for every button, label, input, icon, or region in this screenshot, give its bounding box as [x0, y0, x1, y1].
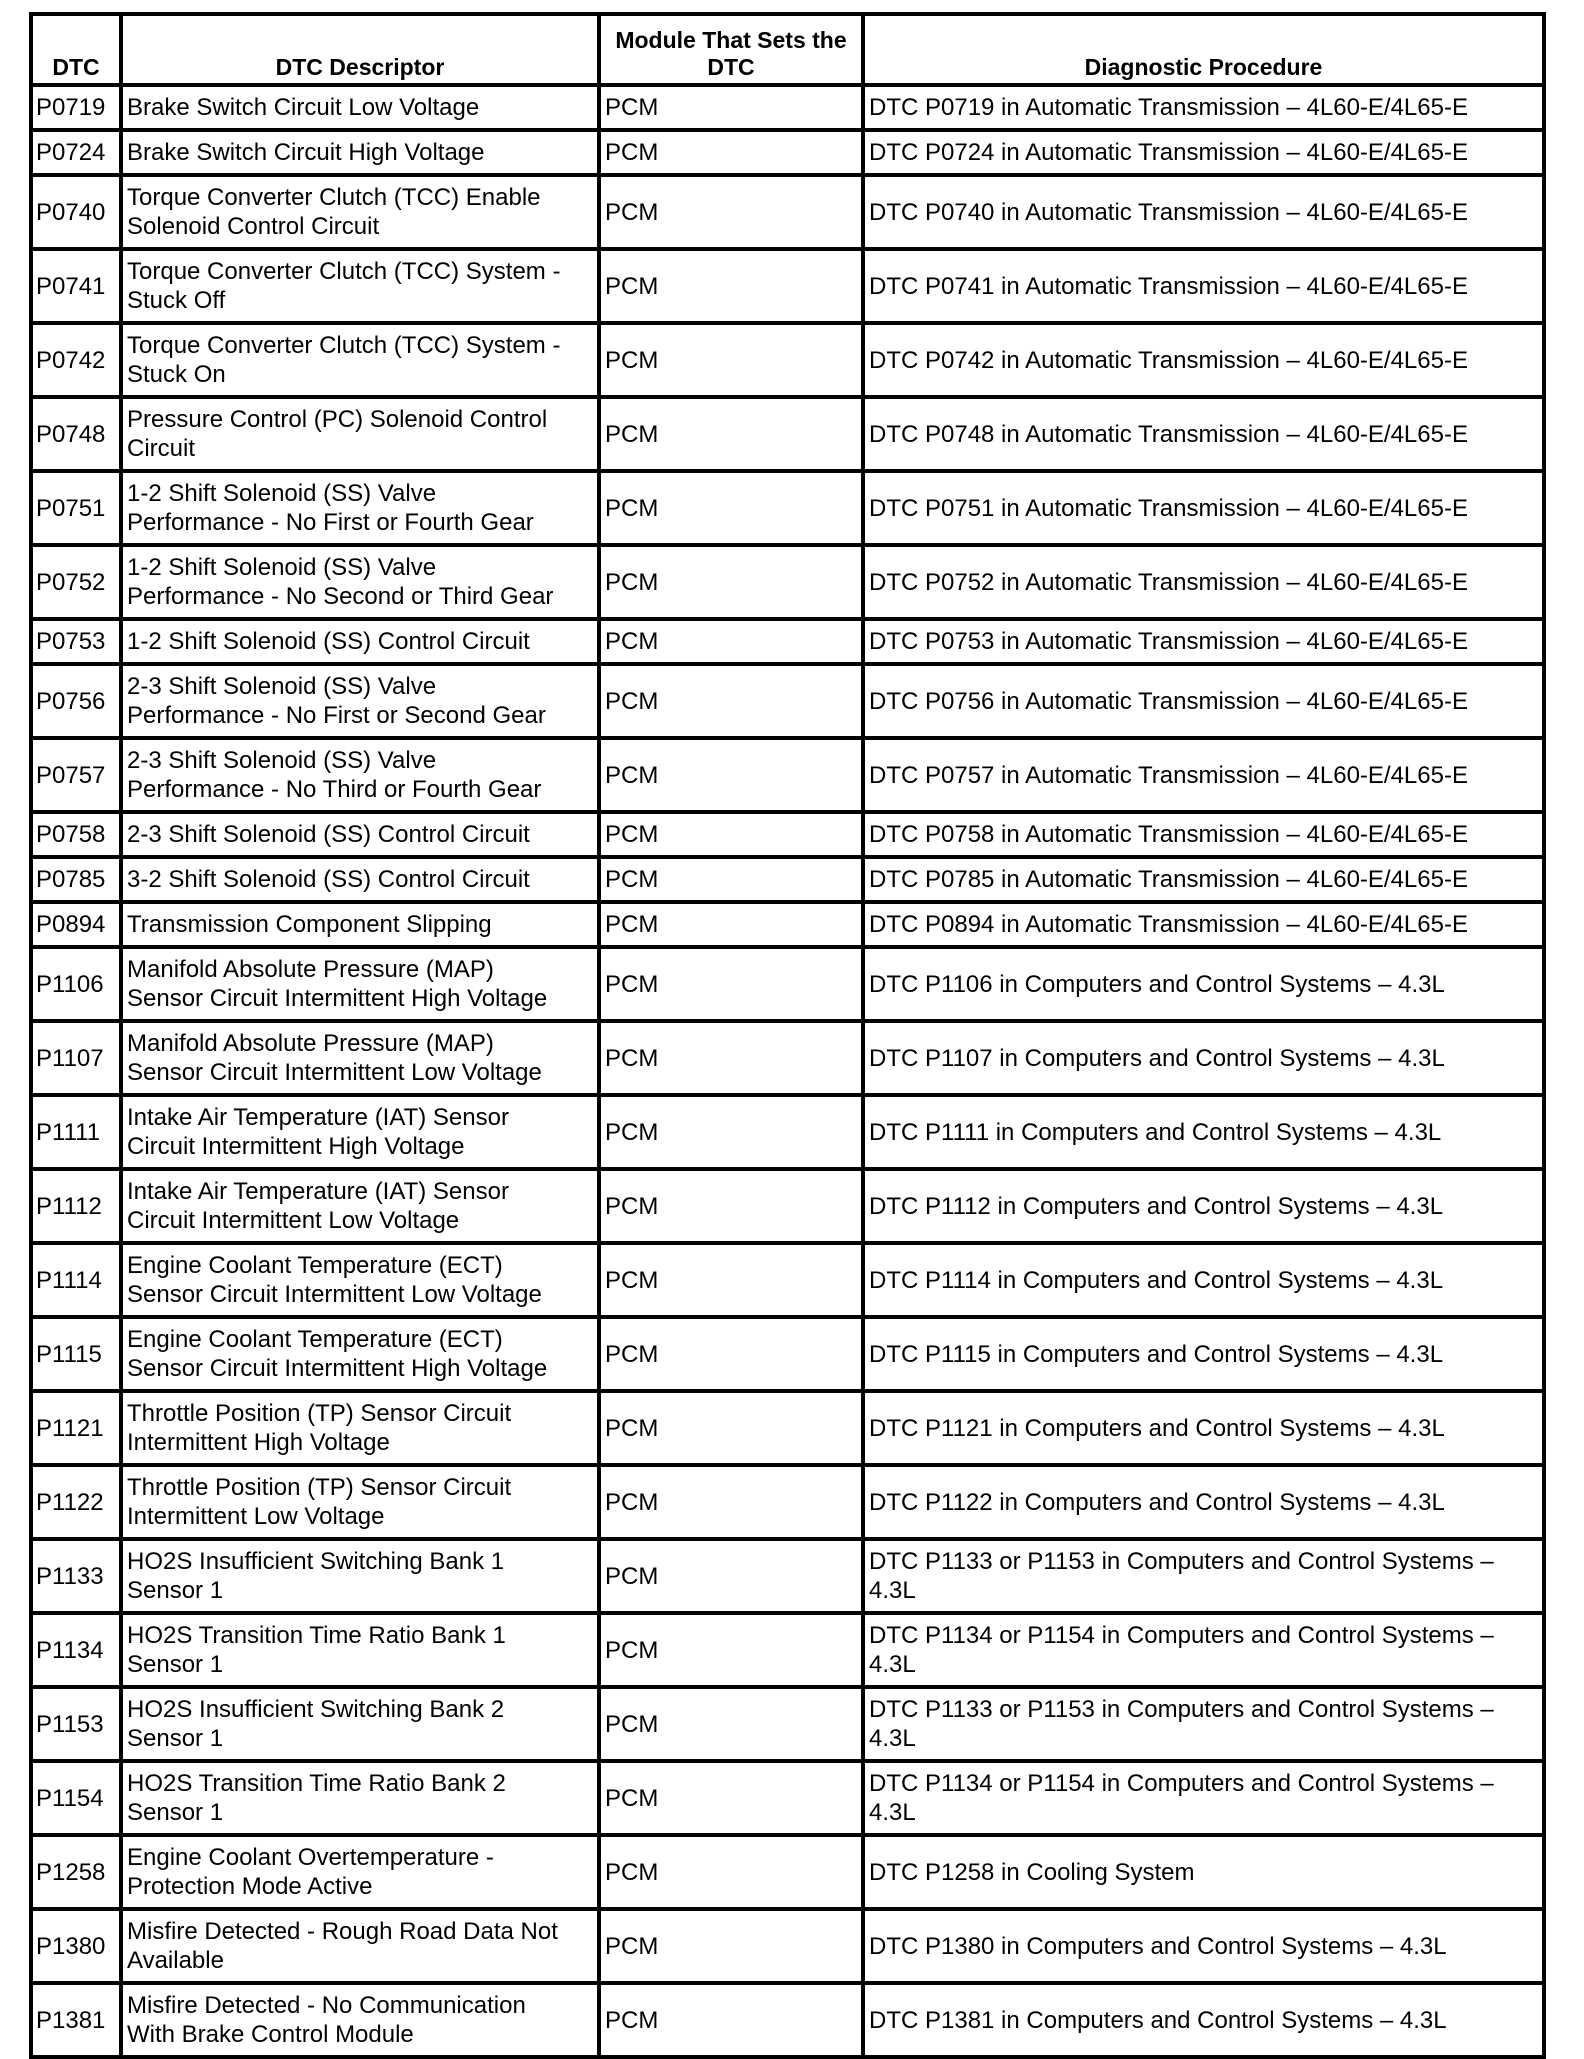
module-cell: PCM: [599, 1983, 863, 2057]
dtc-code-cell: P0724: [31, 130, 121, 175]
module-cell: PCM: [599, 812, 863, 857]
dtc-code-cell: P1121: [31, 1391, 121, 1465]
procedure-line: 4.3L: [869, 1725, 916, 1752]
header-module-line: DTC: [707, 54, 755, 80]
descriptor-line: 1-2 Shift Solenoid (SS) Valve: [127, 480, 437, 507]
table-row: [31, 738, 1544, 812]
procedure-line: DTC P1114 in Computers and Control Systems – 4.3L: [869, 1266, 1444, 1294]
dtc-code-cell: P1111: [31, 1095, 121, 1169]
descriptor-line: Sensor Circuit Intermittent High Voltage: [127, 1355, 548, 1382]
module-cell: PCM: [599, 175, 863, 249]
module-cell: PCM: [599, 1613, 863, 1687]
diagnostic-procedure-cell: [863, 1243, 1544, 1317]
procedure-line: DTC P0742 in Automatic Transmission – 4L60-E/4L65-E: [869, 346, 1468, 374]
table-row: [31, 545, 1544, 619]
descriptor-line: 1-2 Shift Solenoid (SS) Valve: [127, 554, 437, 581]
table-row: [31, 397, 1544, 471]
procedure-line: DTC P1106 in Computers and Control Systems – 4.3L: [869, 970, 1445, 998]
procedure-line: DTC P0724 in Automatic Transmission – 4L60-E/4L65-E: [869, 139, 1468, 166]
dtc-descriptor-cell: [121, 85, 599, 130]
dtc-code-cell: P0756: [31, 664, 121, 738]
dtc-code-cell: P1122: [31, 1465, 121, 1539]
module-cell: PCM: [599, 85, 863, 130]
module-cell: PCM: [599, 1687, 863, 1761]
table-row: [31, 1169, 1544, 1243]
diagnostic-procedure-cell: [863, 619, 1544, 664]
header-module-line: Module That Sets the: [615, 27, 847, 53]
dtc-descriptor-cell: [121, 323, 599, 397]
module-cell: PCM: [599, 397, 863, 471]
procedure-line: DTC P1115 in Computers and Control Systems – 4.3L: [869, 1340, 1444, 1368]
dtc-descriptor-cell: [121, 1909, 599, 1983]
procedure-line: DTC P0740 in Automatic Transmission – 4L60-E/4L65-E: [869, 198, 1468, 226]
procedure-line: DTC P0785 in Automatic Transmission – 4L60-E/4L65-E: [869, 866, 1468, 893]
descriptor-line: Transmission Component Slipping: [127, 911, 492, 938]
diagnostic-procedure-cell: [863, 397, 1544, 471]
diagnostic-procedure-cell: [863, 85, 1544, 130]
table-row: [31, 857, 1544, 902]
descriptor-line: Performance - No First or Second Gear: [127, 702, 546, 729]
descriptor-line: With Brake Control Module: [127, 2021, 414, 2048]
procedure-line: DTC P0741 in Automatic Transmission – 4L60-E/4L65-E: [869, 272, 1468, 300]
procedure-line: DTC P0748 in Automatic Transmission – 4L60-E/4L65-E: [869, 420, 1468, 448]
diagnostic-procedure-cell: [863, 1539, 1544, 1613]
procedure-line: DTC P0752 in Automatic Transmission – 4L60-E/4L65-E: [869, 568, 1468, 596]
dtc-descriptor-cell: [121, 857, 599, 902]
procedure-line: DTC P1133 or P1153 in Computers and Control Systems –: [869, 1548, 1494, 1575]
descriptor-line: Engine Coolant Overtemperature -: [127, 1844, 494, 1871]
descriptor-line: Engine Coolant Temperature (ECT): [127, 1326, 503, 1353]
dtc-code-cell: P1114: [31, 1243, 121, 1317]
dtc-code-cell: P1153: [31, 1687, 121, 1761]
dtc-code-cell: P1381: [31, 1983, 121, 2057]
table-row: [31, 1761, 1544, 1835]
dtc-code-cell: P0748: [31, 397, 121, 471]
procedure-line: DTC P0758 in Automatic Transmission – 4L60-E/4L65-E: [869, 821, 1468, 848]
dtc-code-cell: P1154: [31, 1761, 121, 1835]
dtc-descriptor-cell: [121, 1613, 599, 1687]
table-row: [31, 1243, 1544, 1317]
table-row: [31, 249, 1544, 323]
module-cell: PCM: [599, 902, 863, 947]
descriptor-line: Circuit Intermittent Low Voltage: [127, 1207, 460, 1234]
table-row: [31, 85, 1544, 130]
procedure-line: DTC P1107 in Computers and Control Systems – 4.3L: [869, 1044, 1445, 1072]
table-row: [31, 664, 1544, 738]
table-row: [31, 1021, 1544, 1095]
procedure-line: DTC P0756 in Automatic Transmission – 4L60-E/4L65-E: [869, 687, 1468, 715]
diagnostic-procedure-cell: [863, 812, 1544, 857]
descriptor-line: Misfire Detected - Rough Road Data Not: [127, 1918, 558, 1945]
descriptor-line: Protection Mode Active: [127, 1873, 373, 1900]
diagnostic-procedure-cell: [863, 1687, 1544, 1761]
diagnostic-procedure-cell: [863, 1317, 1544, 1391]
table-row: [31, 1539, 1544, 1613]
diagnostic-procedure-cell: [863, 1391, 1544, 1465]
procedure-line: DTC P0894 in Automatic Transmission – 4L60-E/4L65-E: [869, 911, 1468, 938]
dtc-code-cell: P0742: [31, 323, 121, 397]
table-row: [31, 1983, 1544, 2057]
table-row: [31, 471, 1544, 545]
diagnostic-procedure-cell: [863, 1169, 1544, 1243]
descriptor-line: Pressure Control (PC) Solenoid Control: [127, 406, 548, 433]
diagnostic-procedure-cell: [863, 1761, 1544, 1835]
procedure-line: 4.3L: [869, 1577, 916, 1604]
dtc-descriptor-cell: [121, 664, 599, 738]
descriptor-line: 1-2 Shift Solenoid (SS) Control Circuit: [127, 628, 530, 655]
dtc-descriptor-cell: [121, 397, 599, 471]
descriptor-line: Performance - No Third or Fourth Gear: [127, 776, 542, 803]
diagnostic-procedure-cell: [863, 1835, 1544, 1909]
procedure-line: DTC P1122 in Computers and Control Systems – 4.3L: [869, 1488, 1445, 1516]
dtc-descriptor-cell: [121, 812, 599, 857]
descriptor-line: 2-3 Shift Solenoid (SS) Valve: [127, 747, 437, 774]
diagnostic-procedure-cell: [863, 738, 1544, 812]
diagnostic-procedure-cell: [863, 545, 1544, 619]
dtc-descriptor-cell: [121, 130, 599, 175]
dtc-code-cell: P1112: [31, 1169, 121, 1243]
descriptor-line: HO2S Transition Time Ratio Bank 1: [127, 1622, 506, 1649]
descriptor-line: Brake Switch Circuit High Voltage: [127, 139, 485, 166]
table-row: [31, 1909, 1544, 1983]
descriptor-line: 2-3 Shift Solenoid (SS) Control Circuit: [127, 821, 530, 848]
dtc-descriptor-cell: [121, 902, 599, 947]
descriptor-line: Available: [127, 1947, 224, 1974]
table-row: [31, 323, 1544, 397]
descriptor-line: Torque Converter Clutch (TCC) Enable: [127, 184, 541, 211]
dtc-code-cell: P1107: [31, 1021, 121, 1095]
dtc-descriptor-cell: [121, 1465, 599, 1539]
dtc-descriptor-cell: [121, 738, 599, 812]
header-module: [599, 14, 863, 85]
module-cell: PCM: [599, 1465, 863, 1539]
module-cell: PCM: [599, 545, 863, 619]
table-row: [31, 1391, 1544, 1465]
procedure-line: DTC P1112 in Computers and Control Systems – 4.3L: [869, 1192, 1444, 1220]
descriptor-line: Circuit: [127, 435, 196, 462]
dtc-code-cell: P0757: [31, 738, 121, 812]
dtc-code-cell: P0719: [31, 85, 121, 130]
table-header-row: [31, 14, 1544, 85]
module-cell: PCM: [599, 130, 863, 175]
descriptor-line: Performance - No First or Fourth Gear: [127, 509, 534, 536]
table-row: [31, 812, 1544, 857]
diagnostic-procedure-cell: [863, 947, 1544, 1021]
diagnostic-procedure-cell: [863, 1095, 1544, 1169]
header-descriptor: DTC Descriptor: [121, 14, 599, 85]
dtc-descriptor-cell: [121, 1835, 599, 1909]
dtc-table: [29, 12, 1546, 2059]
table-row: [31, 1835, 1544, 1909]
table-row: [31, 619, 1544, 664]
diagnostic-procedure-cell: [863, 857, 1544, 902]
diagnostic-procedure-cell: [863, 1465, 1544, 1539]
procedure-line: 4.3L: [869, 1651, 916, 1678]
descriptor-line: Sensor 1: [127, 1651, 224, 1678]
dtc-code-cell: P0751: [31, 471, 121, 545]
table-row: [31, 1687, 1544, 1761]
procedure-line: DTC P0719 in Automatic Transmission – 4L60-E/4L65-E: [869, 94, 1468, 121]
module-cell: PCM: [599, 1539, 863, 1613]
module-cell: PCM: [599, 619, 863, 664]
procedure-line: DTC P0753 in Automatic Transmission – 4L60-E/4L65-E: [869, 628, 1468, 655]
dtc-descriptor-cell: [121, 1539, 599, 1613]
procedure-line: DTC P0757 in Automatic Transmission – 4L60-E/4L65-E: [869, 761, 1468, 789]
diagnostic-procedure-cell: [863, 1909, 1544, 1983]
descriptor-line: Sensor 1: [127, 1577, 224, 1604]
module-cell: PCM: [599, 323, 863, 397]
procedure-line: DTC P1380 in Computers and Control Systems – 4.3L: [869, 1932, 1447, 1960]
table-row: [31, 1095, 1544, 1169]
dtc-descriptor-cell: [121, 249, 599, 323]
dtc-code-cell: P1258: [31, 1835, 121, 1909]
descriptor-line: Torque Converter Clutch (TCC) System -: [127, 332, 561, 359]
table-row: [31, 902, 1544, 947]
dtc-code-cell: P1106: [31, 947, 121, 1021]
module-cell: PCM: [599, 1391, 863, 1465]
descriptor-line: Torque Converter Clutch (TCC) System -: [127, 258, 561, 285]
descriptor-line: Sensor Circuit Intermittent High Voltage: [127, 985, 548, 1012]
dtc-descriptor-cell: [121, 1391, 599, 1465]
descriptor-line: Sensor Circuit Intermittent Low Voltage: [127, 1281, 542, 1308]
dtc-code-cell: P0752: [31, 545, 121, 619]
module-cell: PCM: [599, 1909, 863, 1983]
module-cell: PCM: [599, 1243, 863, 1317]
procedure-line: DTC P1121 in Computers and Control Systems – 4.3L: [869, 1414, 1445, 1442]
dtc-descriptor-cell: [121, 545, 599, 619]
header-dtc: DTC: [31, 14, 121, 85]
dtc-code-cell: P1115: [31, 1317, 121, 1391]
header-procedure: Diagnostic Procedure: [863, 14, 1544, 85]
diagnostic-procedure-cell: [863, 1021, 1544, 1095]
module-cell: PCM: [599, 1761, 863, 1835]
table-row: [31, 1317, 1544, 1391]
dtc-code-cell: P0753: [31, 619, 121, 664]
procedure-line: 4.3L: [869, 1799, 916, 1826]
descriptor-line: Engine Coolant Temperature (ECT): [127, 1252, 503, 1279]
descriptor-line: Intermittent Low Voltage: [127, 1503, 385, 1530]
dtc-code-cell: P1380: [31, 1909, 121, 1983]
dtc-descriptor-cell: [121, 619, 599, 664]
module-cell: PCM: [599, 738, 863, 812]
descriptor-line: Manifold Absolute Pressure (MAP): [127, 956, 494, 983]
dtc-descriptor-cell: [121, 1169, 599, 1243]
diagnostic-procedure-cell: [863, 1613, 1544, 1687]
dtc-code-cell: P0894: [31, 902, 121, 947]
dtc-code-cell: P0740: [31, 175, 121, 249]
dtc-descriptor-cell: [121, 471, 599, 545]
descriptor-line: HO2S Transition Time Ratio Bank 2: [127, 1770, 506, 1797]
procedure-line: DTC P1133 or P1153 in Computers and Control Systems –: [869, 1696, 1494, 1723]
descriptor-line: Intermittent High Voltage: [127, 1429, 390, 1456]
descriptor-line: Brake Switch Circuit Low Voltage: [127, 94, 480, 121]
descriptor-line: Throttle Position (TP) Sensor Circuit: [127, 1400, 512, 1427]
module-cell: PCM: [599, 471, 863, 545]
table-row: [31, 130, 1544, 175]
dtc-descriptor-cell: [121, 1687, 599, 1761]
descriptor-line: Misfire Detected - No Communication: [127, 1992, 526, 2019]
diagnostic-procedure-cell: [863, 664, 1544, 738]
dtc-code-cell: P0785: [31, 857, 121, 902]
diagnostic-procedure-cell: [863, 902, 1544, 947]
procedure-line: DTC P1134 or P1154 in Computers and Control Systems –: [869, 1622, 1494, 1649]
module-cell: PCM: [599, 664, 863, 738]
dtc-code-cell: P0741: [31, 249, 121, 323]
procedure-line: DTC P1258 in Cooling System: [869, 1858, 1195, 1886]
module-cell: PCM: [599, 1169, 863, 1243]
descriptor-line: Circuit Intermittent High Voltage: [127, 1133, 465, 1160]
module-cell: PCM: [599, 1095, 863, 1169]
dtc-descriptor-cell: [121, 175, 599, 249]
dtc-descriptor-cell: [121, 947, 599, 1021]
procedure-line: DTC P0751 in Automatic Transmission – 4L60-E/4L65-E: [869, 494, 1468, 522]
dtc-code-cell: P0758: [31, 812, 121, 857]
module-cell: PCM: [599, 1021, 863, 1095]
descriptor-line: HO2S Insufficient Switching Bank 1: [127, 1548, 505, 1575]
table-row: [31, 947, 1544, 1021]
dtc-descriptor-cell: [121, 1021, 599, 1095]
descriptor-line: Manifold Absolute Pressure (MAP): [127, 1030, 494, 1057]
module-cell: PCM: [599, 249, 863, 323]
module-cell: PCM: [599, 1835, 863, 1909]
descriptor-line: Solenoid Control Circuit: [127, 213, 380, 240]
diagnostic-procedure-cell: [863, 130, 1544, 175]
descriptor-line: Performance - No Second or Third Gear: [127, 583, 554, 610]
dtc-descriptor-cell: [121, 1983, 599, 2057]
dtc-code-cell: P1133: [31, 1539, 121, 1613]
descriptor-line: 3-2 Shift Solenoid (SS) Control Circuit: [127, 866, 530, 893]
diagnostic-procedure-cell: [863, 1983, 1544, 2057]
descriptor-line: HO2S Insufficient Switching Bank 2: [127, 1696, 505, 1723]
procedure-line: DTC P1111 in Computers and Control Systems – 4.3L: [869, 1118, 1442, 1146]
dtc-descriptor-cell: [121, 1095, 599, 1169]
table-row: [31, 175, 1544, 249]
procedure-line: DTC P1134 or P1154 in Computers and Control Systems –: [869, 1770, 1494, 1797]
diagnostic-procedure-cell: [863, 323, 1544, 397]
dtc-descriptor-cell: [121, 1761, 599, 1835]
dtc-code-cell: P1134: [31, 1613, 121, 1687]
descriptor-line: Intake Air Temperature (IAT) Sensor: [127, 1178, 509, 1205]
descriptor-line: Stuck Off: [127, 287, 226, 314]
module-cell: PCM: [599, 1317, 863, 1391]
dtc-descriptor-cell: [121, 1317, 599, 1391]
table-row: [31, 1613, 1544, 1687]
descriptor-line: Throttle Position (TP) Sensor Circuit: [127, 1474, 512, 1501]
procedure-line: DTC P1381 in Computers and Control Systems – 4.3L: [869, 2006, 1447, 2034]
descriptor-line: Sensor Circuit Intermittent Low Voltage: [127, 1059, 542, 1086]
descriptor-line: Sensor 1: [127, 1799, 224, 1826]
descriptor-line: Stuck On: [127, 361, 226, 388]
table-row: [31, 1465, 1544, 1539]
diagnostic-procedure-cell: [863, 471, 1544, 545]
diagnostic-procedure-cell: [863, 175, 1544, 249]
dtc-descriptor-cell: [121, 1243, 599, 1317]
module-cell: PCM: [599, 857, 863, 902]
module-cell: PCM: [599, 947, 863, 1021]
descriptor-line: Sensor 1: [127, 1725, 224, 1752]
diagnostic-procedure-cell: [863, 249, 1544, 323]
descriptor-line: Intake Air Temperature (IAT) Sensor: [127, 1104, 509, 1131]
descriptor-line: 2-3 Shift Solenoid (SS) Valve: [127, 673, 437, 700]
